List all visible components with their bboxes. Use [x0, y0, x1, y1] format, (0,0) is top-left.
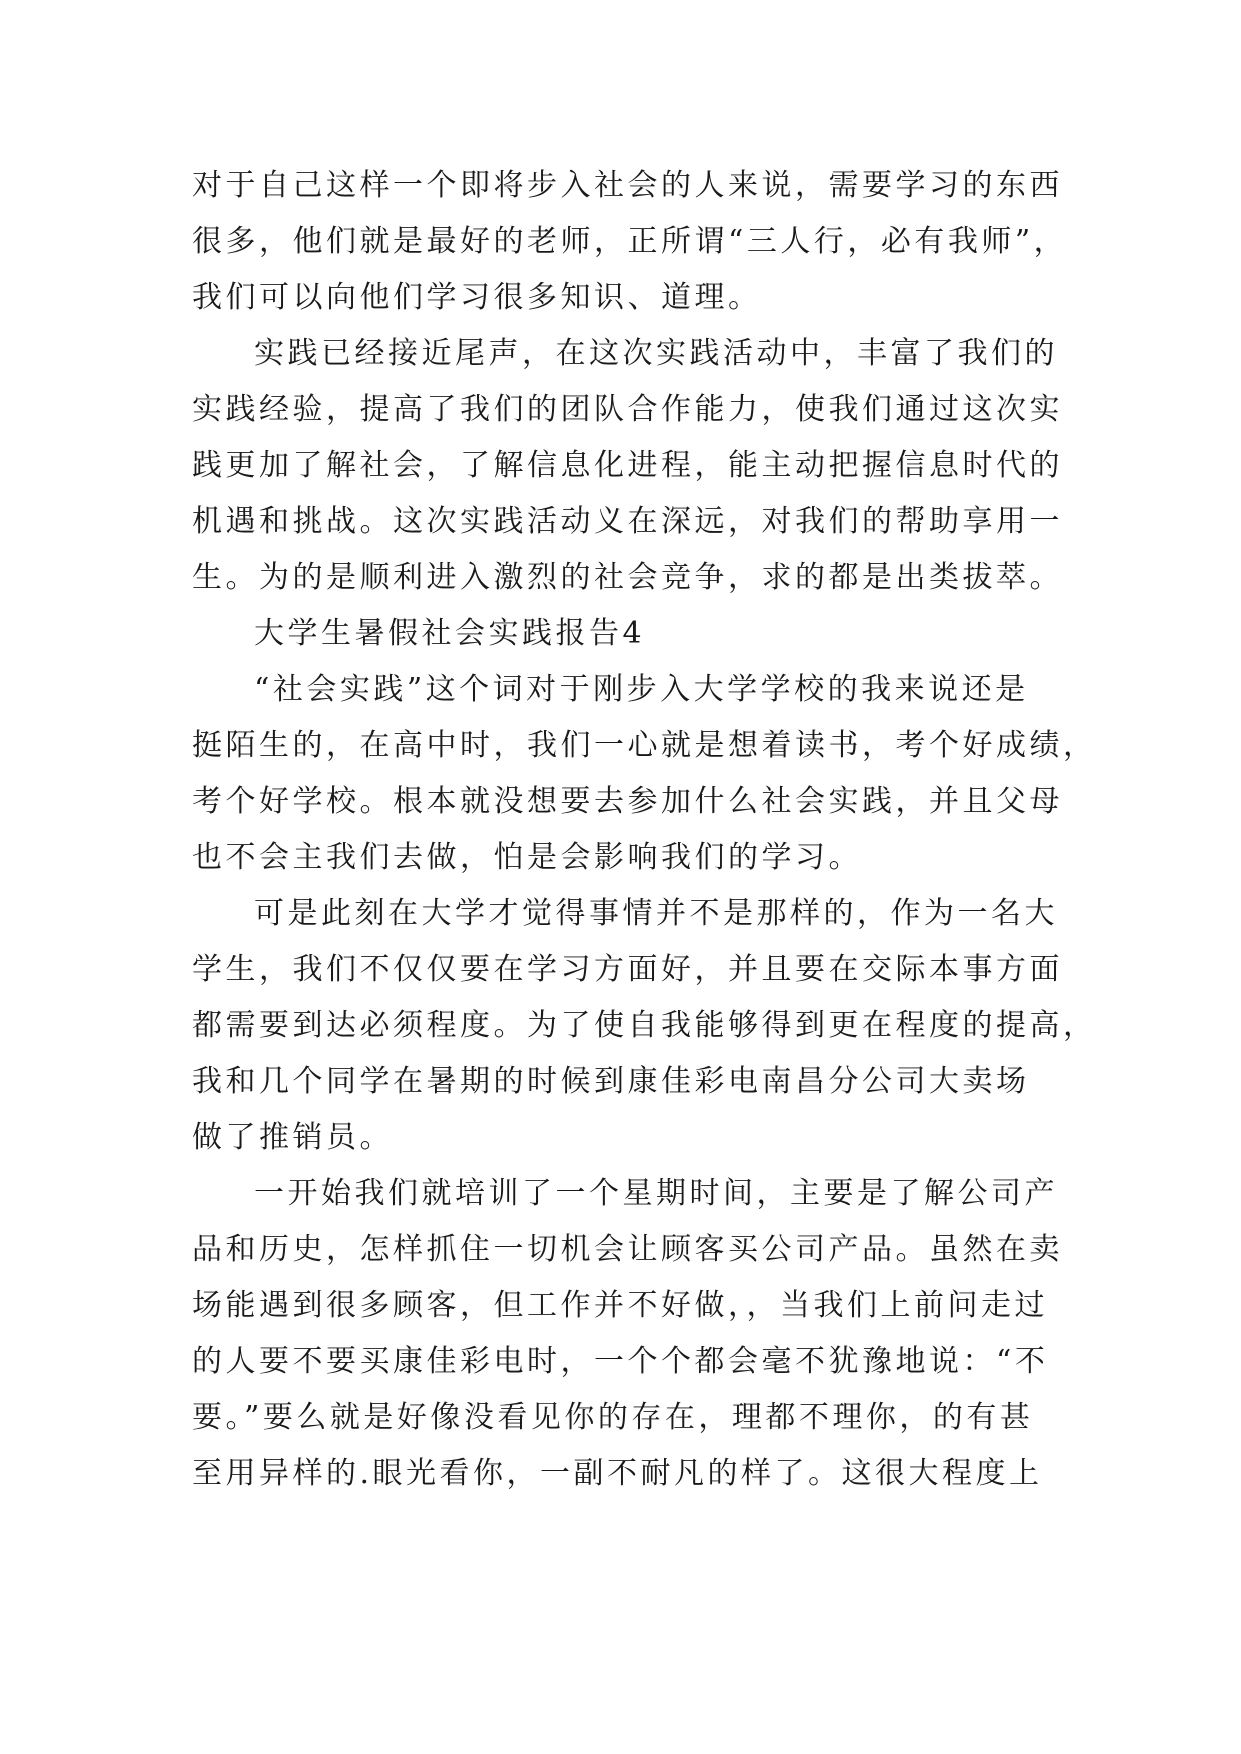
- text-line: 实践已经接近尾声，在这次实践活动中，丰富了我们的: [254, 336, 1058, 371]
- text-line: 至用异样的.眼光看你，一副不耐凡的样了。这很大程度上: [192, 1456, 1043, 1491]
- text-line: 对于自己这样一个即将步入社会的人来说，需要学习的东西: [192, 168, 1063, 203]
- text-line: 实践经验，提高了我们的团队合作能力，使我们通过这次实: [192, 392, 1063, 427]
- text-line: 的人要不要买康佳彩电时，一个个都会毫不犹豫地说：“不: [192, 1344, 1049, 1379]
- text-line: 场能遇到很多顾客，但工作并不好做，，当我们上前问走过: [192, 1288, 1048, 1323]
- text-line: 做了推销员。: [192, 1120, 393, 1155]
- text-line: 学生，我们不仅仅要在学习方面好，并且要在交际本事方面: [192, 952, 1063, 987]
- text-line: 可是此刻在大学才觉得事情并不是那样的，作为一名大: [254, 896, 1058, 931]
- text-line: 考个好学校。根本就没想要去参加什么社会实践，并且父母: [192, 784, 1063, 819]
- section-heading: 大学生暑假社会实践报告4: [254, 616, 646, 651]
- text-line: 很多，他们就是最好的老师，正所谓“三人行，必有我师”，: [192, 224, 1068, 259]
- text-line: 要。”要么就是好像没看见你的存在，理都不理你，的有甚: [192, 1400, 1034, 1435]
- text-line: 我和几个同学在暑期的时候到康佳彩电南昌分公司大卖场: [192, 1064, 1030, 1099]
- text-line: 践更加了解社会，了解信息化进程，能主动把握信息时代的: [192, 448, 1063, 483]
- text-line: 品和历史，怎样抓住一切机会让顾客买公司产品。虽然在卖: [192, 1232, 1063, 1267]
- text-line: 一开始我们就培训了一个星期时间，主要是了解公司产: [254, 1176, 1058, 1211]
- text-line: “社会实践”这个词对于刚步入大学学校的我来说还是: [254, 672, 1029, 707]
- text-line: 挺陌生的，在高中时，我们一心就是想着读书，考个好成绩，: [192, 728, 1097, 763]
- text-line: 机遇和挑战。这次实践活动义在深远，对我们的帮助享用一: [192, 504, 1063, 539]
- text-line: 都需要到达必须程度。为了使自我能够得到更在程度的提高，: [192, 1008, 1097, 1043]
- text-line: 也不会主我们去做，怕是会影响我们的学习。: [192, 840, 862, 875]
- document-body: [192, 158, 1097, 1502]
- text-line: 生。为的是顺利进入激烈的社会竞争，求的都是出类拔萃。: [192, 560, 1063, 595]
- text-line: 我们可以向他们学习很多知识、道理。: [192, 280, 762, 315]
